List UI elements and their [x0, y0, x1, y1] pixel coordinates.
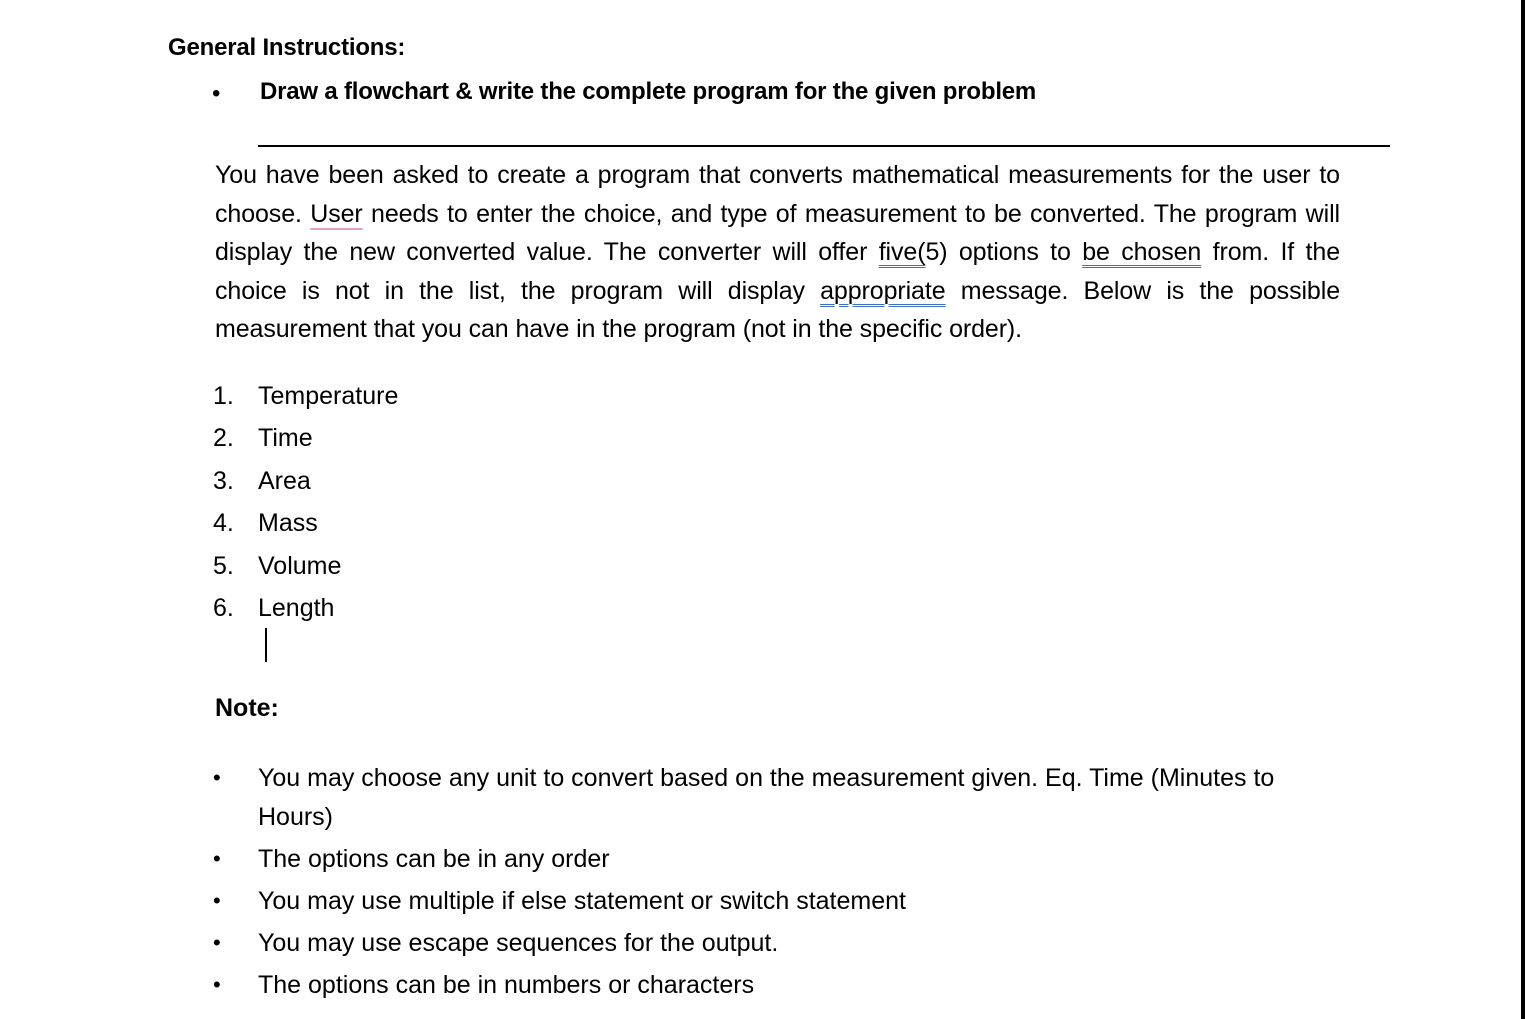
list-item	[213, 587, 398, 629]
note-text: You may choose any unit to convert based on the measurement given. Eq. Time (Minutes to Hours)	[258, 764, 1275, 831]
bullet-dot: •	[213, 929, 221, 955]
grammar-flag[interactable]: be chosen	[1082, 238, 1202, 266]
note-heading: Note:	[215, 694, 279, 722]
bullet-dot: •	[213, 845, 221, 871]
list-item	[213, 966, 1313, 1005]
instructions-heading: General Instructions:	[168, 34, 406, 61]
paragraph-text: You have been asked to create a program that converts mathematical measurements for the user to choose.	[215, 161, 1340, 228]
list-item	[213, 375, 398, 417]
list-label: Mass	[258, 509, 318, 538]
measurement-list	[213, 375, 398, 629]
text-cursor[interactable]	[265, 628, 267, 662]
bullet-dot: •	[213, 765, 221, 790]
page-right-edge	[1521, 0, 1525, 1019]
list-item	[213, 840, 1313, 879]
list-item	[213, 460, 398, 502]
main-instruction: Draw a flowchart & write the complete program for the given problem	[260, 78, 1037, 105]
paragraph-text: from. If the choice is not in the list, the program will display	[215, 238, 1341, 305]
list-label: Time	[258, 424, 313, 453]
list-item	[213, 502, 398, 544]
list-number: 1.	[213, 382, 234, 410]
note-text: The options can be in any order	[258, 844, 610, 873]
list-label: Temperature	[258, 382, 399, 410]
paragraph-text: needs to enter the choice, and type of measurement to be converted. The program will display the new converted value. The converter will offer	[215, 199, 1340, 266]
list-item	[213, 759, 1313, 836]
problem-paragraph[interactable]	[215, 156, 1340, 349]
list-item	[213, 924, 1313, 963]
paragraph-text: message. Below is the possible measurement that you can have in the program (not in the specific order).	[215, 276, 1340, 343]
list-number: 6.	[213, 593, 234, 622]
note-text: You may use escape sequences for the output.	[258, 928, 779, 957]
list-label: Length	[258, 593, 335, 622]
list-item	[213, 417, 398, 459]
list-label: Area	[258, 466, 311, 495]
bullet-dot: •	[212, 80, 221, 107]
list-item	[213, 882, 1313, 921]
list-number: 3.	[213, 466, 234, 495]
list-item	[213, 545, 398, 587]
list-number: 5.	[213, 551, 234, 580]
spelling-flag[interactable]: User	[310, 199, 363, 228]
horizontal-rule	[258, 145, 1390, 147]
grammar-flag[interactable]: five(	[878, 238, 926, 266]
note-text: The options can be in numbers or characters	[258, 970, 755, 999]
bullet-dot: •	[213, 887, 221, 913]
list-number: 2.	[213, 424, 234, 453]
bullet-dot: •	[213, 971, 221, 997]
grammar-flag[interactable]: appropriate	[820, 276, 946, 305]
list-label: Volume	[258, 551, 342, 580]
notes-list	[213, 759, 1313, 1008]
note-text: You may use multiple if else statement or switch statement	[258, 886, 906, 915]
paragraph-text: 5) options to	[925, 238, 1083, 266]
list-number: 4.	[213, 509, 234, 538]
